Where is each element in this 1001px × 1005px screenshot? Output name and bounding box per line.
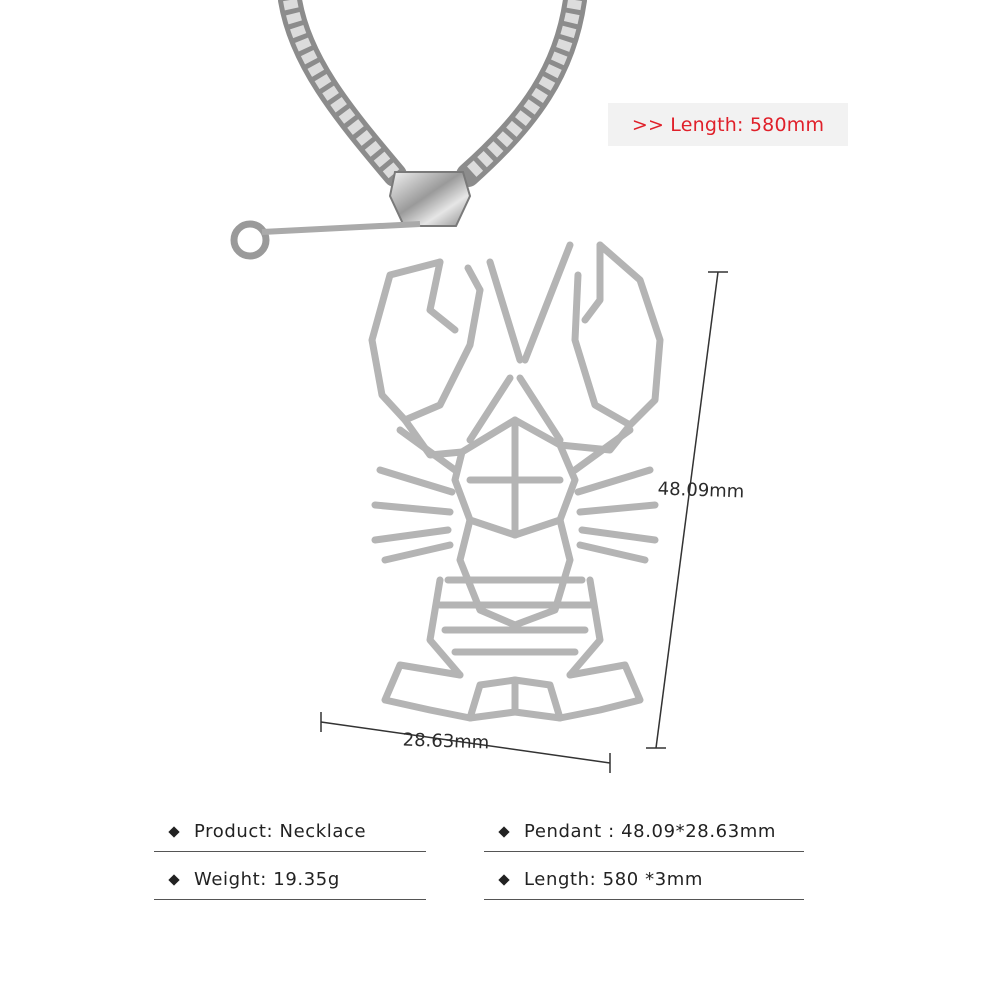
- length-badge: >> Length: 580mm: [608, 103, 848, 146]
- spec-product: [154, 812, 426, 852]
- diamond-bullet-icon: [168, 826, 179, 837]
- diamond-bullet-icon: [498, 826, 509, 837]
- spec-length-text: Length: 580 *3mm: [524, 869, 704, 890]
- chain: [290, 0, 575, 175]
- spec-weight: [154, 860, 426, 900]
- diamond-bullet-icon: [498, 874, 509, 885]
- spec-weight-text: Weight: 19.35g: [194, 869, 340, 890]
- lobster-pendant: [372, 245, 660, 718]
- bail: [234, 172, 470, 256]
- spec-pendant: [484, 812, 804, 852]
- spec-pendant-text: Pendant : 48.09*28.63mm: [524, 821, 777, 842]
- spec-length: [484, 860, 804, 900]
- diamond-bullet-icon: [168, 874, 179, 885]
- height-dimension-label: 48.09mm: [657, 478, 745, 503]
- width-dimension-label: 28.63mm: [402, 729, 490, 754]
- spec-product-text: Product: Necklace: [194, 821, 367, 842]
- dimension-lines: [321, 272, 728, 773]
